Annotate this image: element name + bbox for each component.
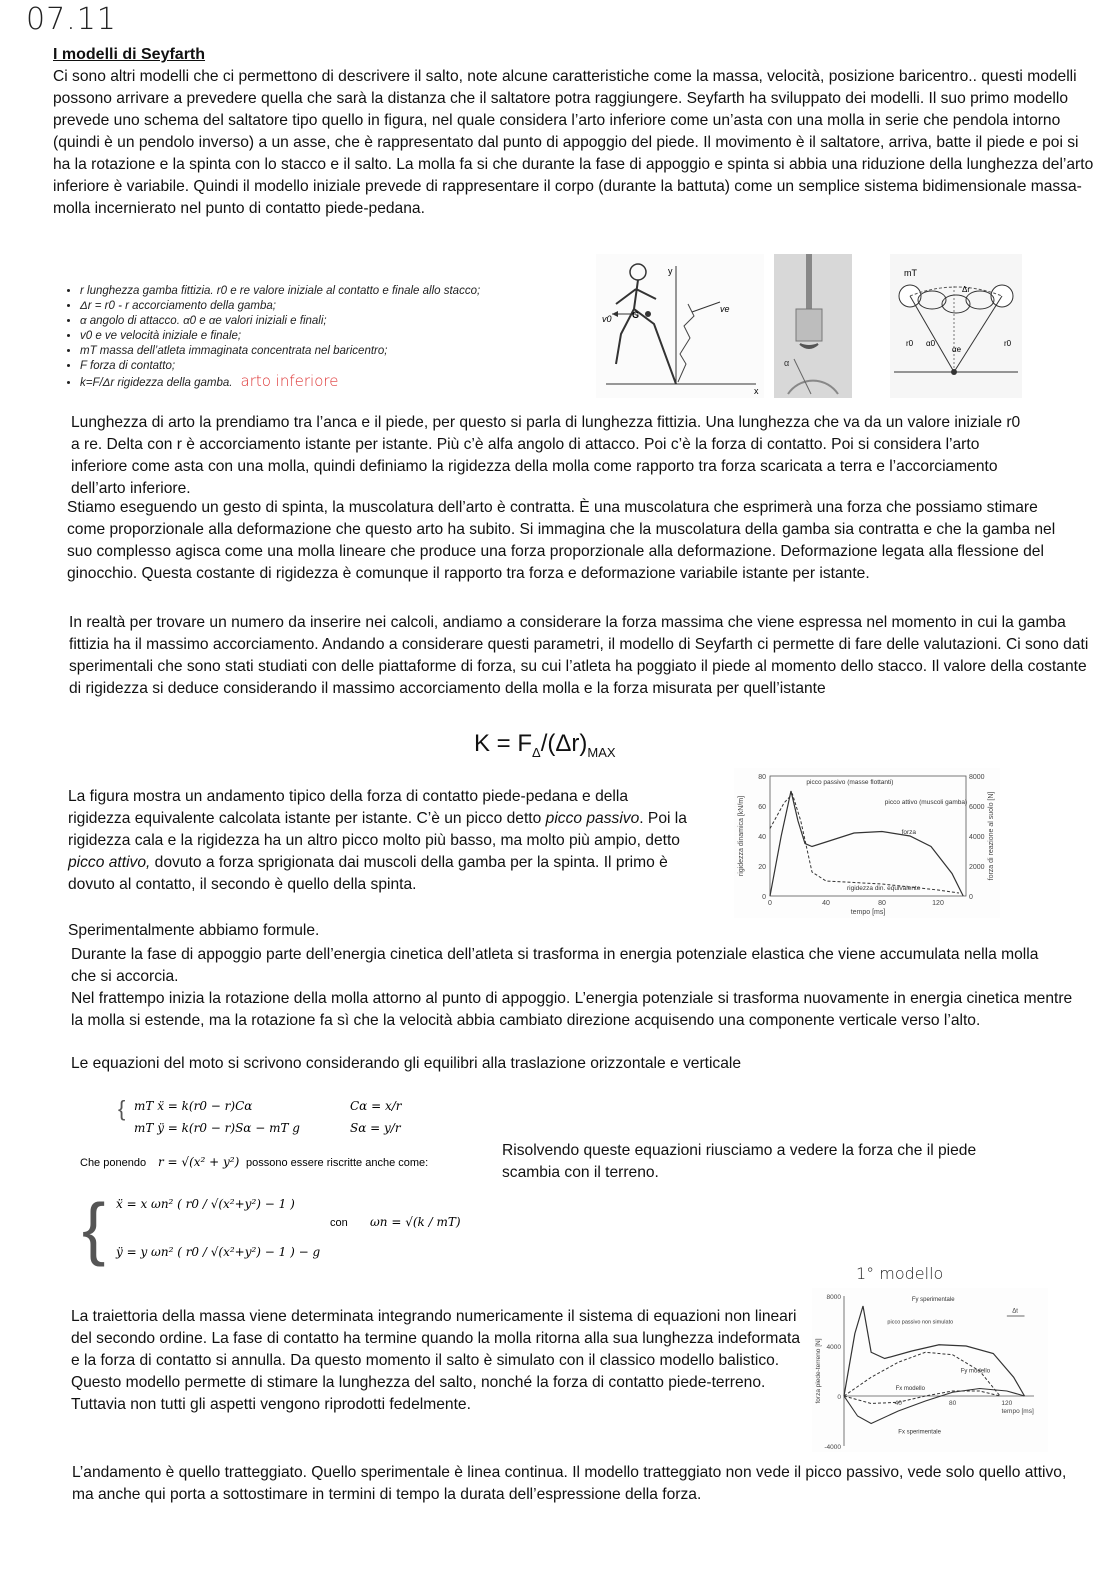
svg-text:{: { [82, 1189, 106, 1267]
x-tick-label: 40 [822, 900, 830, 907]
paragraph-figura [68, 786, 688, 896]
handwritten-note: arto inferiore [240, 372, 339, 390]
definition-item: • F forza di contatto; [80, 359, 480, 374]
y-right-tick-label: 6000 [969, 804, 985, 811]
x-tick-label: 80 [948, 1400, 957, 1407]
y-tick-label: 4000 [826, 1344, 841, 1351]
equation-r-def: r = √(x² + y²) [158, 1155, 240, 1169]
y-tick-label: -4000 [824, 1444, 841, 1451]
label-ve: ve [720, 304, 730, 314]
figura-text: dovuto a forza sprigionata dai muscoli della gamba per la spinta. Il primo è dovuto al contatto, il secondo è quello della spinta. [68, 854, 668, 893]
annotation-picco-passivo: picco passivo (masse flottanti) [806, 779, 894, 786]
annotation-picco-non-simulato: picco passivo non simulato [887, 1319, 954, 1326]
label-alphae: αe [952, 345, 962, 354]
y-axis-label: forza piede-terreno [N] [815, 1338, 822, 1404]
model-vs-experiment-chart [812, 1288, 1048, 1452]
figura-text: . Poi la rigidezza cala e la rigidezza ha un altro picco molto più basso, ma molto più ampio, detto [68, 810, 687, 849]
formula-part: /(Δr) [540, 730, 588, 757]
definition-item: • α angolo di attacco. α0 e αe valori iniziali e finali; [80, 314, 480, 329]
definition-item: • mT massa dell’atleta immaginata concentrata nel baricentro; [80, 344, 480, 359]
equation-c-alpha: Cα = x/r [350, 1099, 402, 1113]
label-mT: mT [904, 268, 917, 278]
label-delta-r: Δr [962, 285, 971, 294]
equation-note: con [330, 1217, 348, 1229]
paragraph-realta: In realtà per trovare un numero da inserire nei calcoli, andiamo a considerare la forza massima che viene espressa nel momento in cui la gamba fittizia ha il massimo accorciamento. Andando a considerare questi parametri, il modello di Seyfarth ci permette di fare delle valutazioni. Ci sono dati sperimentali che sono stati studiati con delle piattaforme di forza, su cui l’atleta ha poggiato il piede al momento dello stacco. Il valore della costante di rigidezza si deduce considerando il massimo accorciamento della molla e la forza misurata per quell’istante [69, 614, 1089, 697]
y-tick-label: 40 [758, 834, 766, 841]
jumper-diagram [596, 254, 764, 398]
annotation-rigidezza: rigidezza din. equivalente [847, 885, 921, 892]
svg-text:{: { [118, 1096, 126, 1121]
annotation-fx-sperimentale: Fx sperimentale [898, 1429, 941, 1436]
x-tick-label: 80 [878, 900, 886, 907]
label-alpha0: α0 [926, 339, 936, 348]
y-right-tick-label: 2000 [969, 864, 985, 871]
figura-text: La figura mostra un andamento tipico della forza di contatto piede-pedana e della rigidezza equivalente calcolata istante per istante. C’è un picco detto [68, 788, 629, 827]
definition-item: • Δr = r0 - r accorciamento della gamba; [80, 299, 480, 314]
definition-item-text: k=F/Δr rigidezza della gamba. [80, 377, 233, 389]
paragraph-spinta: Stiamo eseguendo un gesto di spinta, la muscolatura dell’arto è contratta. È una muscolatura che esprimerà una forza che possiamo stimare come proporzionale alla deformazione che questo arto ha subito. Si immagina che la muscolatura della gamba sia contratta e che la gamba nel suo complesso agisca come una molla lineare che produce una forza proporzionale alla deformazione. Deformazione legata alla flessione del ginocchio. Questa costante di rigidezza è comunque il rapporto tra forza e deformazione variabile istante per istante. [67, 499, 1056, 582]
paragraph-sperimentalmente: Sperimentalmente abbiamo formule. [68, 922, 320, 939]
equation-4: ÿ = y ωn² ( r0 / √(x²+y²) − 1 ) − g [116, 1245, 321, 1259]
x-axis-label: tempo [ms] [1001, 1408, 1034, 1415]
definition-item: • r lunghezza gamba fittizia. r0 e re valore iniziale al contatto e finale allo stacco; [80, 284, 480, 299]
y-tick-label: 20 [758, 864, 766, 871]
label-alpha: α [784, 358, 790, 368]
definition-item [80, 374, 480, 391]
equation-3: ẍ = x ωn² ( r0 / √(x²+y²) − 1 ) [116, 1197, 295, 1211]
paragraph-intro: Ci sono altri modelli che ci permettono di descrivere il salto, note alcune caratteristiche come la massa, velocità, posizione baricentro.. questi modelli possono arrivare a prevedere quella che sarà la distanza che il saltatore potra raggiungere. Seyfarth ha sviluppato dei modelli. Il suo primo modello prevede uno schema del saltatore tipo quello in figura, nel quale considera l’arto inferiore come un’asta con una molla in serie che pendola intorno (quindi è un pendolo inverso) a un asse, che è rappresentato dal punto di appoggio del piede. Il movimento è il saltatore, arriva, batte il piede e poi si ha la rotazione e la spinta con lo stacco e il salto. La molla fa si che durante la fase di appoggio e spinta si abbia una riduzione della lunghezza del’arto inferiore è variabile. Quindi il modello iniziale prevede di rappresentare il corpo (durante la battuta) come un semplice sistema bidimensionale massa-molla incernierato nel punto di contatto piede-pedana. [53, 68, 1094, 217]
equation-note: possono essere riscritte anche come: [246, 1157, 429, 1169]
x-tick-label: 40 [894, 1400, 902, 1407]
y-tick-label: 0 [762, 894, 766, 901]
x-tick-label: 120 [932, 900, 944, 907]
formula-sub: MAX [587, 744, 616, 760]
definitions-list [68, 284, 480, 391]
spring-leg-photo [774, 254, 852, 398]
term-picco-attivo: picco attivo, [68, 854, 151, 871]
equation-1: mT ẍ = k(r0 − r)Cα [134, 1099, 253, 1113]
label-r0-left: r0 [906, 339, 914, 348]
annotation-delta-t: Δt [1012, 1308, 1018, 1315]
label-v0: v0 [602, 314, 612, 324]
paragraph-frattempo: Nel frattempo inizia la rotazione della molla attorno al punto di appoggio. L’energia potenziale si trasforma nuovamente in energia cinetica mentre la molla si estende, ma la rotazione fa sì che la velocità abbia cambiato direzione acquisendo una componente verticale verso l’alto. [71, 990, 1073, 1029]
label-r0-right: r0 [1004, 339, 1012, 348]
annotation-fy-sperimentale: Fy sperimentale [911, 1297, 955, 1303]
section-title: I modelli di Seyfarth [53, 46, 206, 63]
y-tick-label: 80 [758, 774, 766, 781]
paragraph-equazioni: Le equazioni del moto si scrivono considerando gli equilibri alla traslazione orizzontale e verticale [71, 1055, 742, 1072]
equation-note: Che ponendo [80, 1157, 147, 1169]
handwritten-model-label: 1° modello [856, 1264, 944, 1283]
y-right-tick-label: 4000 [969, 834, 985, 841]
annotation-fy-modello: Fy modello [960, 1368, 991, 1375]
y-right-tick-label: 0 [969, 894, 973, 901]
annotation-fx-modello: Fx modello [895, 1385, 925, 1392]
y-axis-label: rigidezza dinamica [kN/m] [738, 795, 745, 877]
x-tick-label: 120 [1001, 1400, 1013, 1407]
stiffness-formula [474, 730, 616, 760]
paragraph-appoggio: Durante la fase di appoggio parte dell’energia cinetica dell’atleta si trasforma in energia potenziale elastica che viene accumulata nella molla che si accorcia. [71, 946, 1039, 985]
formula-sub: Δ [532, 744, 541, 760]
axis-label-x: x [754, 386, 759, 396]
equation-omega: ωn = √(k / mT) [370, 1215, 461, 1229]
y-tick-label: 8000 [826, 1294, 841, 1301]
equations-of-motion [78, 1092, 468, 1278]
stiffness-force-chart [734, 768, 1000, 918]
paragraph-andamento: L’andamento è quello tratteggiato. Quello sperimentale è linea continua. Il modello tratteggiato non vede il picco passivo, vede solo quello attivo, ma anche qui porta a sottostimare in termini di tempo la durata dell’espressione della forza. [72, 1464, 1067, 1503]
y-right-axis-label: forza di reazione al suolo [N] [988, 791, 995, 881]
equation-2: mT ÿ = k(r0 − r)Sα − mT g [134, 1121, 300, 1135]
annotation-picco-attivo: picco attivo (muscoli gamba) [884, 799, 968, 806]
paragraph-risolvendo: Risolvendo queste equazioni riusciamo a vedere la forza che il piede scambia con il terreno. [502, 1142, 977, 1181]
formula-part: K = F [474, 730, 533, 757]
annotation-forza: forza [901, 829, 917, 836]
equation-s-alpha: Sα = y/r [350, 1121, 401, 1135]
x-tick-label: 0 [768, 900, 772, 907]
term-picco-passivo: picco passivo [545, 810, 640, 827]
x-axis-label: tempo [ms] [850, 909, 886, 916]
label-g: G [632, 310, 640, 320]
y-tick-label: 0 [837, 1394, 841, 1401]
inverted-pendulum-diagram [890, 254, 1022, 398]
handwritten-date: 07.11 [26, 2, 117, 37]
axis-label-y: y [668, 266, 673, 276]
definition-item: • v0 e ve velocità iniziale e finale; [80, 329, 480, 344]
paragraph-lunghezza: Lunghezza di arto la prendiamo tra l’anca e il piede, per questo si parla di lunghezza fittizia. Una lunghezza che va da un valore iniziale r0 a re. Delta con r è accorciamento istante per istante. Più c’è alfa angolo di attacco. Poi c’è la forza di contatto. Poi si considera l’arto inferiore come asta con una molla, quindi definiamo la rigidezza della molla come rapporto tra forza scaricata a terra e l’accorciamento dell’arto inferiore. [71, 414, 1021, 497]
y-tick-label: 60 [758, 804, 766, 811]
chart-background [734, 768, 1000, 918]
y-right-tick-label: 8000 [969, 774, 985, 781]
paragraph-traiettoria: La traiettoria della massa viene determinata integrando numericamente il sistema di equazioni non lineari del secondo ordine. La fase di contatto ha termine quando la molla ritorna alla sua lunghezza indeformata e la forza di contatto si annulla. Da questo momento il salto è simulato con il classico modello balistico. Questo modello permette di stimare la lunghezza del salto, nonché la forza di contatto piede-terreno. Tuttavia non tutti gli aspetti vengono riprodotti fedelmente. [71, 1308, 801, 1413]
